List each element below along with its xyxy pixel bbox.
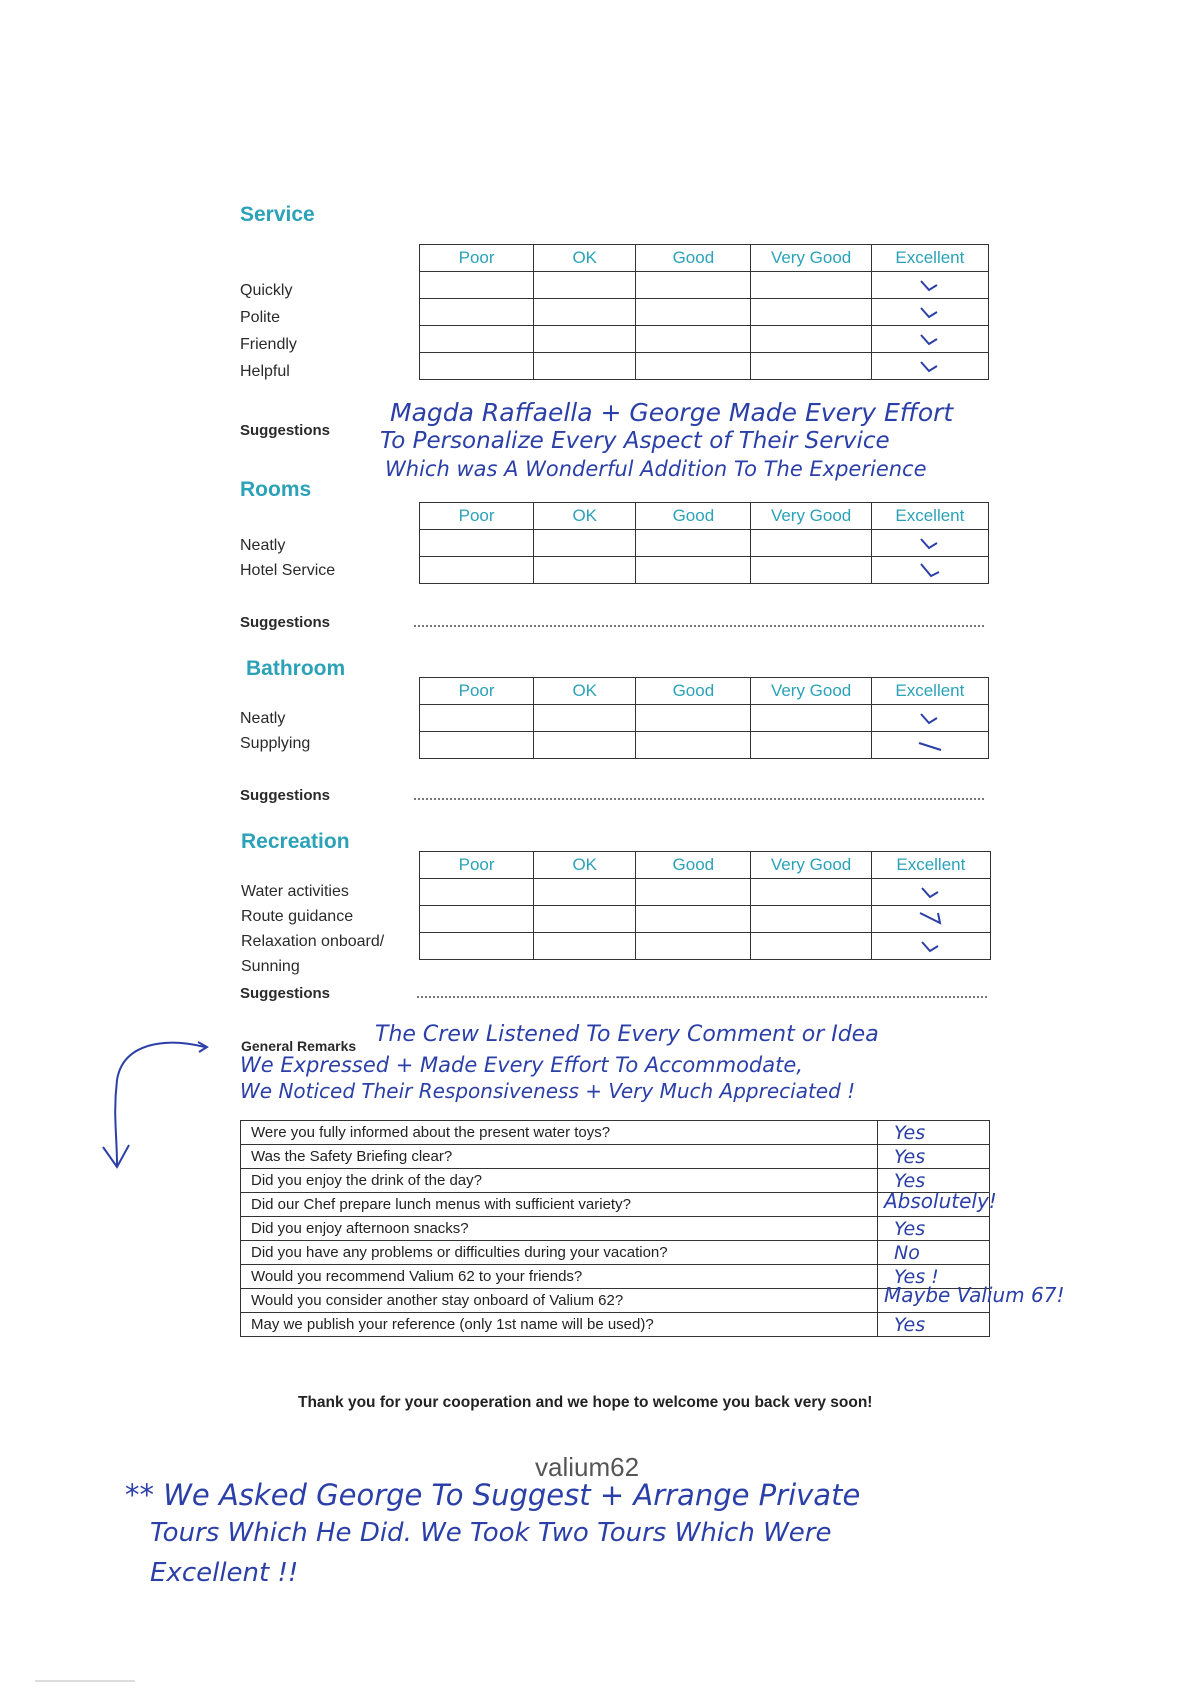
arrow-icon <box>95 1035 215 1175</box>
col-good: Good <box>636 678 751 705</box>
handwritten-note: ** We Asked George To Suggest + Arrange Private <box>125 1478 861 1512</box>
col-very-good: Very Good <box>751 245 871 272</box>
check-mark <box>871 879 990 906</box>
answer <box>878 1283 1065 1313</box>
col-good: Good <box>636 852 751 879</box>
col-ok: OK <box>534 503 636 530</box>
col-poor: Poor <box>420 852 534 879</box>
questions-table <box>240 1120 1065 1337</box>
bathroom-rating-table <box>419 677 989 759</box>
check-mark <box>871 299 988 326</box>
row-label: Helpful <box>240 363 290 380</box>
col-ok: OK <box>534 852 636 879</box>
section-title-recreation: Recreation <box>241 830 350 853</box>
answer-text: Absolutely! <box>884 1189 997 1213</box>
thanks-message: Thank you for your cooperation and we hope to welcome you back very soon! <box>298 1394 873 1411</box>
handwritten-suggestion: Which was A Wonderful Addition To The Experience <box>385 457 927 481</box>
question: Did our Chef prepare lunch menus with sufficient variety? <box>241 1193 878 1217</box>
col-very-good: Very Good <box>751 852 871 879</box>
row-label: Relaxation onboard/ <box>241 933 385 950</box>
col-excellent: Excellent <box>871 852 990 879</box>
handwritten-suggestion: Magda Raffaella + George Made Every Effort <box>390 398 954 427</box>
answer-text: Maybe Valium 67! <box>884 1283 1065 1307</box>
suggestions-line <box>417 996 987 998</box>
col-excellent: Excellent <box>871 503 988 530</box>
row-label: Polite <box>240 309 281 326</box>
question: Did you enjoy afternoon snacks? <box>241 1217 878 1241</box>
answer: No <box>878 1241 990 1265</box>
answer: Yes <box>878 1313 990 1337</box>
row-label: Hotel Service <box>240 562 336 579</box>
col-very-good: Very Good <box>751 678 871 705</box>
col-good: Good <box>636 503 751 530</box>
question: Did you have any problems or difficulties during your vacation? <box>241 1241 878 1265</box>
section-title-bathroom: Bathroom <box>246 657 346 680</box>
check-mark <box>871 353 988 380</box>
col-good: Good <box>636 245 751 272</box>
answer: Yes ! <box>878 1265 990 1289</box>
row-label: Quickly <box>240 282 293 299</box>
check-mark <box>871 906 990 933</box>
suggestions-label: Suggestions <box>240 985 331 1002</box>
check-mark <box>871 705 988 732</box>
service-rating-table <box>419 244 989 380</box>
suggestions-label: Suggestions <box>240 787 331 804</box>
col-poor: Poor <box>420 678 534 705</box>
row-label: Sunning <box>241 958 300 975</box>
check-mark <box>871 530 988 557</box>
handwritten-remark: We Expressed + Made Every Effort To Accommodate, <box>240 1053 803 1077</box>
row-label: Friendly <box>240 336 297 353</box>
row-label: Water activities <box>241 883 349 900</box>
question: Was the Safety Briefing clear? <box>241 1145 878 1169</box>
handwritten-remark: We Noticed Their Responsiveness + Very Much Appreciated ! <box>240 1079 856 1103</box>
col-excellent: Excellent <box>871 245 988 272</box>
section-title-service: Service <box>240 203 315 226</box>
check-mark <box>871 557 988 584</box>
handwritten-note: Tours Which He Did. We Took Two Tours Which Were <box>150 1518 832 1548</box>
answer: Yes <box>878 1145 990 1169</box>
col-very-good: Very Good <box>751 503 871 530</box>
col-excellent: Excellent <box>871 678 988 705</box>
check-mark <box>871 732 988 759</box>
suggestions-label: Suggestions <box>240 422 331 439</box>
handwritten-remark: The Crew Listened To Every Comment or Idea <box>375 1022 879 1047</box>
row-label: Neatly <box>240 537 286 554</box>
suggestions-label: Suggestions <box>240 614 331 631</box>
rooms-rating-table <box>419 502 989 584</box>
answer: Yes <box>878 1217 990 1241</box>
row-label: Supplying <box>240 735 311 752</box>
suggestions-line <box>414 798 984 800</box>
question: Would you recommend Valium 62 to your friends? <box>241 1265 878 1289</box>
valium-logo: valium62 <box>535 1452 640 1482</box>
handwritten-note: Excellent !! <box>150 1558 299 1588</box>
check-mark <box>871 326 988 353</box>
answer: Yes <box>878 1121 990 1145</box>
section-title-rooms: Rooms <box>240 478 312 501</box>
col-ok: OK <box>534 245 636 272</box>
row-label: Route guidance <box>241 908 354 925</box>
answer <box>878 1189 997 1217</box>
check-mark <box>871 272 988 299</box>
question: Were you fully informed about the present water toys? <box>241 1121 878 1145</box>
handwritten-suggestion: To Personalize Every Aspect of Their Service <box>380 428 890 454</box>
scan-artifact <box>35 1680 135 1682</box>
col-ok: OK <box>534 678 636 705</box>
col-poor: Poor <box>420 245 534 272</box>
recreation-rating-table <box>419 851 991 960</box>
answer: Yes <box>878 1169 990 1193</box>
col-poor: Poor <box>420 503 534 530</box>
row-label: Neatly <box>240 710 286 727</box>
general-remarks-label: General Remarks <box>241 1038 357 1054</box>
check-mark <box>871 933 990 960</box>
suggestions-line <box>414 625 984 627</box>
question: Would you consider another stay onboard of Valium 62? <box>241 1289 878 1313</box>
question: Did you enjoy the drink of the day? <box>241 1169 878 1193</box>
question: May we publish your reference (only 1st name will be used)? <box>241 1313 878 1337</box>
